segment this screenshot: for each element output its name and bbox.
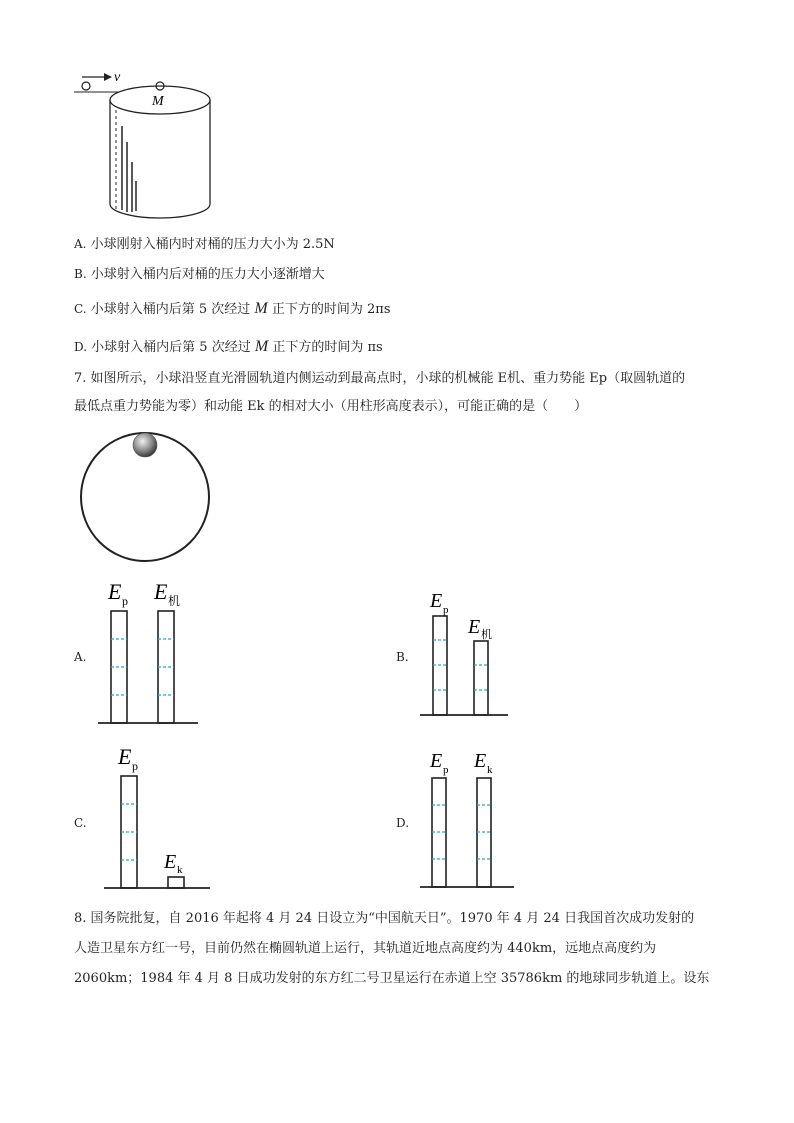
svg-text:机: 机 <box>168 594 181 608</box>
svg-text:k: k <box>177 864 183 876</box>
svg-text:p: p <box>443 604 449 616</box>
q7-stem-line-2: 最低点重力势能为零）和动能 Ek 的相对大小（用柱形高度表示），可能正确的是（ ） <box>74 399 588 414</box>
svg-text:E: E <box>430 750 443 772</box>
q6-option-d: D. 小球射入桶内后第 5 次经过 M 正下方的时间为 πs <box>74 338 383 355</box>
q6-option-b: B. 小球射入桶内后对桶的压力大小逐渐增大 <box>74 267 325 282</box>
svg-text:E: E <box>430 590 443 612</box>
q7-option-a-label: A. <box>74 650 87 664</box>
q8-stem-line-1: 8. 国务院批复，自 2016 年起将 4 月 24 日设立为“中国航天日”。1970 年 4 月 24 日我国首次成功发射的 <box>74 911 695 926</box>
q7-option-d-label: D. <box>396 816 410 830</box>
q6-option-c: C. 小球射入桶内后第 5 次经过 M 正下方的时间为 2πs <box>74 300 391 317</box>
q7-stem-line-1: 7. 如图所示，小球沿竖直光滑圆轨道内侧运动到最高点时，小球的机械能 E机、重力势能 Ep（取圆轨道的 <box>74 371 686 386</box>
q8-stem-line-2: 人造卫星东方红一号，目前仍然在椭圆轨道上运行，其轨道近地点高度约为 440km，远地点高度约为 <box>74 941 657 956</box>
svg-text:E: E <box>154 579 168 604</box>
q7-option-b-chart <box>418 585 518 720</box>
svg-text:E: E <box>474 750 487 772</box>
svg-text:p: p <box>443 764 449 776</box>
svg-text:机: 机 <box>481 629 492 641</box>
q7-option-c-chart <box>96 740 220 895</box>
bucket-figure <box>70 66 230 226</box>
velocity-label: v <box>114 70 121 85</box>
svg-text:p: p <box>132 759 138 773</box>
q8-stem-line-3: 2060km；1984 年 4 月 8 日成功发射的东方红二号卫星运行在赤道上空 35786km 的地球同步轨道上。设东 <box>74 971 710 986</box>
svg-text:k: k <box>487 764 493 776</box>
q7-option-d-chart <box>418 745 522 891</box>
point-m-label: M <box>152 94 164 109</box>
svg-text:p: p <box>122 594 128 608</box>
svg-text:E: E <box>468 616 481 638</box>
svg-text:E: E <box>164 851 177 873</box>
q7-option-b-label: B. <box>396 650 409 664</box>
q6-option-a: A. 小球刚射入桶内时对桶的压力大小为 2.5N <box>74 237 335 252</box>
svg-text:E: E <box>108 579 122 604</box>
svg-text:E: E <box>118 744 132 769</box>
circular-track-figure <box>76 428 216 568</box>
q7-option-a-chart <box>96 575 206 730</box>
q7-option-c-label: C. <box>74 816 87 830</box>
